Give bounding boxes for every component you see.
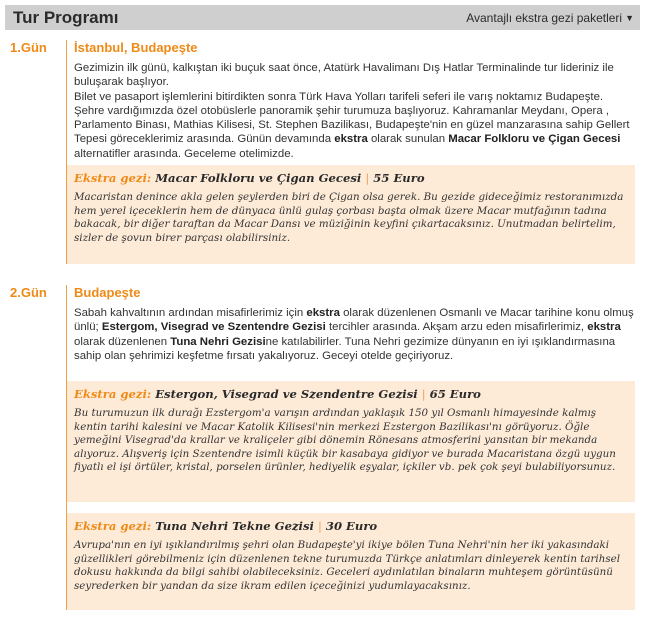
extra-tour-description: Bu turumuzun ilk durağı Ezstergom'a varışın ardından yaklaşık 150 yıl Osmanlı himayesinde kalmış kentin tarihi kalesini ve Macar Katolik Kilisesi'nin merkezi Ezstergon Bazilikası'nı görüyoruz. Öğle yemeğini Visegrad'da krallar ve kraliçeler gibi dönemin Rönesans atmosferini yansıtan bir mekanda alıyoruz. Alışveriş için Szentendre isimli küçük bir kasabaya gidiyor ve burada Macaristana özgü uygun fiyatlı el işi örtüler, kristal, porselen ürünler, hediyelik eşyalar, içkiler vb. pek çok şeyi bulabiliyorsunuz. xyxy=(74,407,616,474)
extra-tour-name: Macar Folkloru ve Çigan Gecesi xyxy=(155,171,362,185)
extra-tour-price: 55 Euro xyxy=(373,171,425,185)
day-description: Sabah kahvaltının ardından misafirlerimiz için ekstra olarak düzenlenen Osmanlı ve Macar tarihine konu olmuş ünlü; Estergom, Visegrad ve Szentendre Gezisi tercihler arasında. Akşam arzu eden misafirlerimiz, ekstra olarak düzenlenen Tuna Nehri Gezisine katılabilirler. Tuna Nehri gezimize dünyanın en iyi ışıklandırmasına sahip olan şehrimizi keşfetme fırsatı yakalıyoruz. Geceyi otelde geçiriyoruz. xyxy=(74,307,634,362)
extra-packages-dropdown[interactable] xyxy=(466,11,634,25)
extra-tour-heading xyxy=(74,171,629,186)
extra-tour-price: 30 Euro xyxy=(325,519,378,533)
extra-tour-box xyxy=(67,165,635,264)
extra-tour-name: Estergon, Visegrad ve Szendentre Gezisi xyxy=(155,387,418,401)
extra-tour-label: Ekstra gezi: xyxy=(74,519,152,533)
extra-tour-label: Ekstra gezi: xyxy=(74,387,152,401)
day-title: İstanbul, Budapeşte xyxy=(74,40,198,55)
separator: | xyxy=(421,387,426,401)
extra-tour-heading xyxy=(74,519,629,534)
extra-tour-description: Avrupa'nın en iyi ışıklandırılmış şehri olan Budapeşte'yi ikiye bölen Tuna Nehri'nin her iki yakasındaki güzellikleri görebilmeniz için düzenlenen tekne turumuzda Türkçe anlatımları dinleyerek kentin tarihsel dokusu hakkında da bilgi sahibi olabileceksiniz. Geceleri aydınlatılan binaların muhteşem görüntüsünü seyrederken bir yandan da size ikram edilen içeceğinizi yudumlayacaksınız. xyxy=(74,539,621,592)
day-section xyxy=(0,40,653,266)
extra-packages-label: Avantajlı ekstra gezi paketleri xyxy=(466,10,623,25)
day-label: 2.Gün xyxy=(10,285,47,300)
extra-tour-box xyxy=(67,381,635,502)
day-description: Gezimizin ilk günü, kalkıştan iki buçuk saat önce, Atatürk Havalimanı Dış Hatlar Terminalinde tur lideriniz ile buluşarak başlıyor. Bilet ve pasaport işlemlerini bitirdikten sonra Türk Hava Yolları tarifeli seferi ile varış noktamız Budapeşte. Şehre vardığımızda özel otobüslerle panoramik şehir turumuza başlıyoruz. Kahramanlar Meydanı, Opera , Parlamento Binası, Mathias Kilisesi, St. Stephen Bazilikası, Budapeşte'nin en güzel manzarasına sahip Gellert Tepesi göreceklerimiz arasında. Günün devamında ekstra olarak sunulan Macar Folkloru ve Çigan Gecesi alternatifler arasında. Geceleme otelimizde. xyxy=(74,62,630,160)
day-section xyxy=(0,285,653,615)
extra-tour-label: Ekstra gezi: xyxy=(74,171,152,185)
separator: | xyxy=(317,519,322,533)
separator: | xyxy=(365,171,370,185)
day-label: 1.Gün xyxy=(10,40,47,55)
day-title: Budapeşte xyxy=(74,285,141,300)
extra-tour-description: Macaristan denince akla gelen şeylerden biri de Çigan olsa gerek. Bu gezide gideceğimiz restoranımızda hem yerel içeceklerin hem de dünyaca ünlü gulaş çorbası başta olmak üzere Macar mutfağının tadına bakacak, bir diğer taraftan da Macar Dansı ve müziğinin keyfini çıkartacaksınız. Unutmadan belirtelim, sizler de şovun birer parçası olabilirsiniz. xyxy=(74,191,624,244)
extra-tour-name: Tuna Nehri Tekne Gezisi xyxy=(155,519,314,533)
extra-tour-box xyxy=(67,513,635,610)
tour-program-header xyxy=(5,5,640,30)
caret-down-icon: ▼ xyxy=(625,12,634,23)
extra-tour-heading xyxy=(74,387,629,402)
page-title: Tur Programı xyxy=(13,7,119,27)
extra-tour-price: 65 Euro xyxy=(429,387,481,401)
